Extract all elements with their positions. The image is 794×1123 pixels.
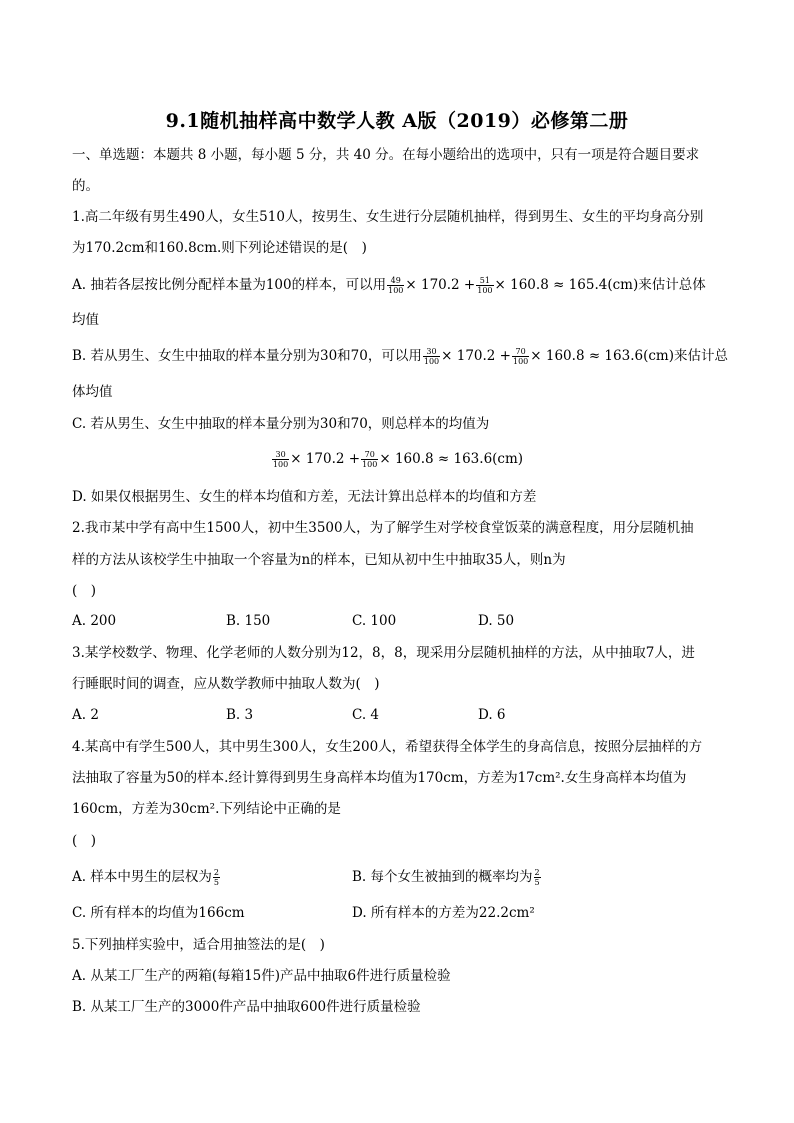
q2-option-d: D. 50: [478, 613, 515, 629]
q1-b-text-post: × 160.8 ≈ 163.6(cm)来估计总: [530, 348, 728, 364]
q1-option-a-line2: 均值: [72, 312, 99, 328]
q4-b-text: B. 每个女生被抽到的概率均为: [352, 869, 533, 885]
q1-a-text-post: × 160.8 ≈ 165.4(cm)来估计总体: [494, 277, 706, 293]
q3-option-d: D. 6: [478, 707, 506, 723]
q5-stem-line1: 5.下列抽样实验中，适合用抽签法的是( ): [72, 937, 325, 953]
q1-option-d: D. 如果仅根据男生、女生的样本均值和方差，无法计算出总样本的均值和方差: [72, 489, 537, 505]
q4-stem-line2: 法抽取了容量为50的样本.经计算得到男生身高样本均值为170cm，方差为17cm².女生身高样本均值为: [72, 770, 687, 786]
q1-stem-line1: 1.高二年级有男生490人，女生510人，按男生、女生进行分层随机抽样，得到男生、女生的平均身高分别: [72, 209, 704, 225]
q1-b-fraction-1: $\frac{30}{100}$: [423, 347, 440, 366]
q2-option-a: A. 200: [72, 613, 117, 629]
q1-option-b: [72, 347, 728, 366]
q4-b-fraction: $\frac{2}{5}$: [534, 868, 540, 887]
q1-b-text-mid: × 170.2 +: [441, 348, 511, 364]
q1-b-text-pre: B. 若从男生、女生中抽取的样本量分别为30和70，可以用: [72, 348, 422, 364]
q3-stem-line1: 3.某学校数学、物理、化学老师的人数分别为12，8，8，现采用分层随机抽样的方法，从中抽取7人，进: [72, 645, 695, 661]
q2-option-c: C. 100: [352, 613, 397, 629]
q1-option-c-formula: [0, 450, 794, 469]
q1-c-text-mid: × 170.2 +: [290, 451, 361, 467]
q1-a-fraction-1: $\frac{49}{100}$: [388, 276, 404, 295]
q4-stem-line4: ( ): [72, 833, 97, 849]
q1-c-fraction-2: $\frac{70}{100}$: [362, 450, 378, 469]
q1-b-fraction-2: $\frac{70}{100}$: [513, 347, 529, 366]
q1-a-text-mid: × 170.2 +: [405, 277, 476, 293]
q1-c-fraction-1: $\frac{30}{100}$: [272, 450, 289, 469]
q2-stem-line1: 2.我市某中学有高中生1500人，初中生3500人，为了解学生对学校食堂饭菜的满意程度，用分层随机抽: [72, 520, 694, 536]
q1-option-b-line2: 体均值: [72, 384, 113, 400]
q4-stem-line1: 4.某高中有学生500人，其中男生300人，女生200人，希望获得全体学生的身高信息，按照分层抽样的方: [72, 739, 703, 755]
q3-option-b: B. 3: [226, 707, 254, 723]
q4-option-a: [72, 868, 221, 887]
q1-a-text-pre: A. 抽若各层按比例分配样本量为100的样本，可以用: [72, 277, 387, 293]
q1-option-c: C. 若从男生、女生中抽取的样本量分别为30和70，则总样本的均值为: [72, 416, 490, 432]
q1-stem-line2: 为170.2cm和160.8cm.则下列论述错误的是( ): [72, 240, 367, 256]
q2-stem-line3: ( ): [72, 583, 97, 599]
q5-option-a: A. 从某工厂生产的两箱(每箱15件)产品中抽取6件进行质量检验: [72, 968, 451, 984]
q4-a-text: A. 样本中男生的层权为: [72, 869, 212, 885]
q4-option-c: C. 所有样本的均值为166cm: [72, 905, 245, 921]
section-header-line2: 的。: [72, 178, 99, 194]
q2-stem-line2: 样的方法从该校学生中抽取一个容量为n的样本，已知从初中生中抽取35人，则n为: [72, 552, 566, 568]
q4-option-b: [352, 868, 542, 887]
q1-c-text-post: × 160.8 ≈ 163.6(cm): [379, 451, 524, 467]
q3-option-a: A. 2: [72, 707, 99, 723]
q3-option-c: C. 4: [352, 707, 380, 723]
q2-option-b: B. 150: [226, 613, 271, 629]
q4-stem-line3: 160cm，方差为30cm².下列结论中正确的是: [72, 801, 341, 817]
q4-a-fraction: $\frac{2}{5}$: [213, 868, 219, 887]
q5-option-b: B. 从某工厂生产的3000件产品中抽取600件进行质量检验: [72, 999, 421, 1015]
section-header-line1: 一、单选题：本题共 8 小题，每小题 5 分，共 40 分。在每小题给出的选项中，只有一项是符合题目要求: [72, 147, 700, 163]
q1-a-fraction-2: $\frac{51}{100}$: [477, 276, 493, 295]
q3-stem-line2: 行睡眠时间的调查，应从数学教师中抽取人数为( ): [72, 676, 380, 692]
q4-option-d: D. 所有样本的方差为22.2cm²: [352, 905, 535, 921]
q1-option-a: [72, 276, 706, 295]
page-title: 9.1随机抽样高中数学人教 A版（2019）必修第二册: [165, 110, 629, 132]
